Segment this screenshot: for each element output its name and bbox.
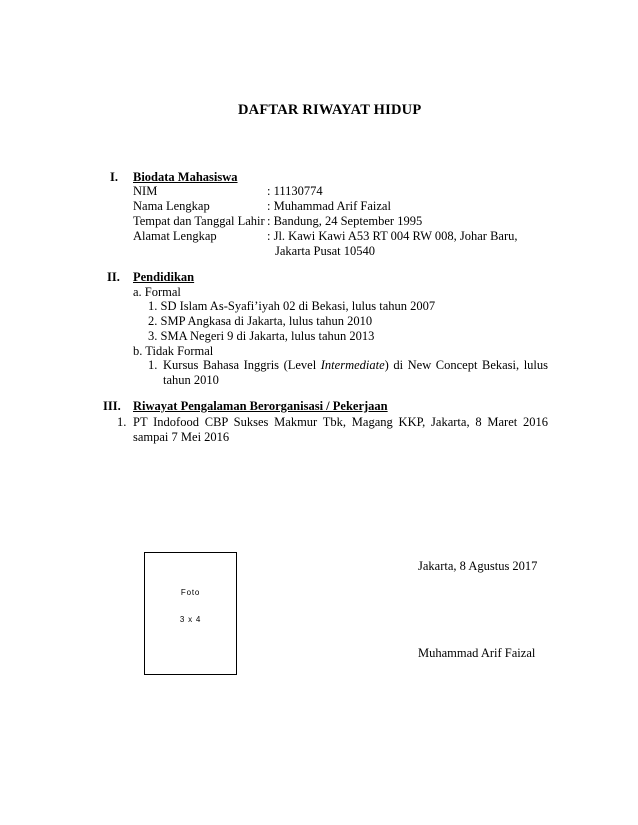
field-value: : Bandung, 24 September 1995 [267, 214, 423, 228]
list-item-number: 1. [148, 358, 158, 372]
list-item: Kursus Bahasa Inggris (Level Intermediate) di New Concept Bekasi, lulus tahun 2010 [163, 358, 549, 387]
section-number: III. [103, 399, 121, 413]
photo-label: Foto [180, 588, 201, 597]
list-item: 1. SD Islam As-Syafi’iyah 02 di Bekasi, lulus tahun 2007 [148, 299, 436, 313]
field-label: Nama Lengkap [133, 199, 210, 213]
section-heading: Riwayat Pengalaman Berorganisasi / Pekerjaan [133, 399, 388, 413]
field-value-continued: Jakarta Pusat 10540 [275, 244, 375, 258]
list-item: PT Indofood CBP Sukses Makmur Tbk, Magang KKP, Jakarta, 8 Maret 2016 sampai 7 Mei 2016 [133, 415, 548, 444]
signature-name: Muhammad Arif Faizal [418, 646, 536, 660]
list-item-number: 1. [117, 415, 127, 429]
field-label: Tempat dan Tanggal Lahir [133, 214, 265, 228]
page-title: DAFTAR RIWAYAT HIDUP [238, 102, 422, 118]
list-item: 3. SMA Negeri 9 di Jakarta, lulus tahun 2013 [148, 329, 375, 343]
field-value: : 11130774 [267, 184, 323, 198]
photo-size: 3 x 4 [179, 615, 202, 624]
section-number: II. [107, 270, 120, 284]
list-label: a. Formal [133, 285, 181, 299]
section-heading: Pendidikan [133, 270, 195, 284]
photo-placeholder [144, 552, 237, 675]
field-label: NIM [133, 184, 158, 198]
field-value: : Muhammad Arif Faizal [267, 199, 391, 213]
list-label: b. Tidak Formal [133, 344, 214, 358]
list-item: 2. SMP Angkasa di Jakarta, lulus tahun 2010 [148, 314, 373, 328]
section-heading: Biodata Mahasiswa [133, 170, 238, 184]
signature-place-date: Jakarta, 8 Agustus 2017 [418, 559, 538, 573]
section-number: I. [110, 170, 118, 184]
field-label: Alamat Lengkap [133, 229, 217, 243]
field-value: : Jl. Kawi Kawi A53 RT 004 RW 008, Johar Baru, [267, 229, 518, 243]
